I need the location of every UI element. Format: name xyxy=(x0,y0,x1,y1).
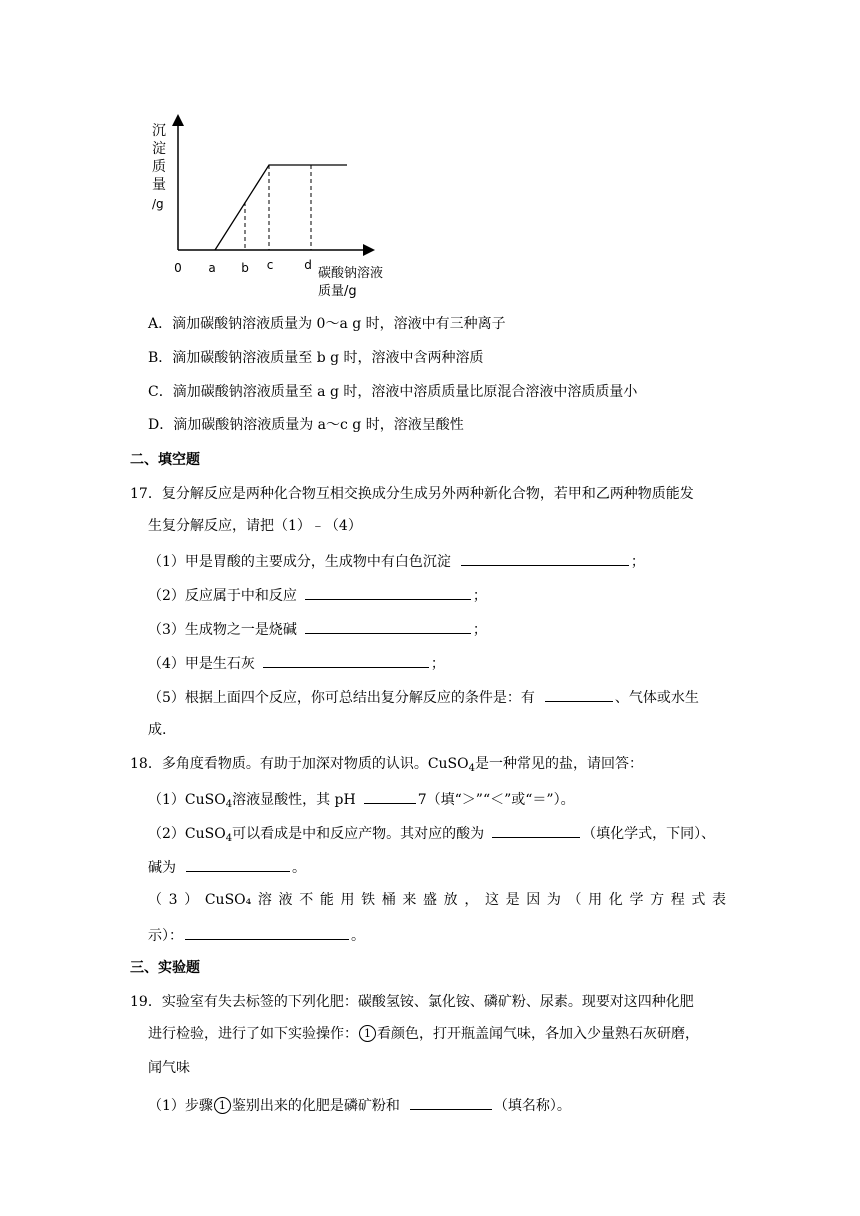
q18-p3-char: 能 xyxy=(319,892,334,908)
q18-part2-sub: 4 xyxy=(225,833,233,844)
q18-stem-text: 18．多角度看物质。有助于加深对物质的认识。CuSO xyxy=(130,756,469,772)
x-tick-c: c xyxy=(266,258,274,272)
q17-stem-line1: 17．复分解反应是两种化合物互相交换成分生成另外两种新化合物，若甲和乙两种物质能发 xyxy=(130,486,694,502)
q17-part2-text: （2）反应属于中和反应 xyxy=(148,588,297,604)
x-tick-d: d xyxy=(304,258,312,272)
y-label-4: 量 xyxy=(152,177,166,193)
y-label-2: 淀 xyxy=(152,141,166,157)
q18-p3-char: 表 xyxy=(712,892,726,908)
q17-stem-line2: 生复分解反应，请把（1）﹣（4） xyxy=(148,518,362,534)
q18-p3-char: 程 xyxy=(670,892,685,908)
q18-p3-char: 用 xyxy=(340,892,355,908)
q17-part5 xyxy=(148,686,699,708)
q17-part3-semicolon: ； xyxy=(472,622,487,638)
y-label-3: 质 xyxy=(152,159,166,175)
q18-p3-char: 式 xyxy=(691,892,706,908)
q18-p3-char: 3 xyxy=(168,892,178,908)
q18-part3-line2 xyxy=(148,924,365,946)
q18-part2-period: 。 xyxy=(292,860,306,876)
q17-part4-text: （4）甲是生石灰 xyxy=(148,656,255,672)
q19-stem-line2-text-after: 看颜色，打开瓶盖闻气味，各加入少量熟石灰研磨， xyxy=(377,1026,699,1042)
q17-part2 xyxy=(148,584,487,606)
q18-answer-blank-3[interactable] xyxy=(186,856,290,872)
q19-stem-line3: 闻气味 xyxy=(148,1060,190,1076)
q17-answer-blank-4[interactable] xyxy=(263,652,429,668)
q18-part1-text: （1）CuSO xyxy=(148,792,226,808)
q18-part2-base-label: 碱为 xyxy=(148,860,176,876)
q18-p3-char: （ xyxy=(567,892,582,908)
q18-part1 xyxy=(148,788,575,810)
q19-part1 xyxy=(148,1094,571,1116)
q18-part2 xyxy=(148,822,715,844)
q18-p3-char: 盛 xyxy=(423,892,438,908)
q18-p3-char: 桶 xyxy=(381,892,396,908)
q18-stem-sub: 4 xyxy=(468,763,475,774)
step-1-circle-marker: 1 xyxy=(359,1025,376,1042)
y-label-unit: /g xyxy=(152,197,164,211)
q18-p3-char: CuSO₄ xyxy=(204,892,252,908)
q18-p3-char: 溶 xyxy=(257,892,272,908)
q18-stem-text-after: 是一种常见的盐，请回答： xyxy=(475,756,643,772)
q18-p3-char: 液 xyxy=(278,892,293,908)
x-tick-0: 0 xyxy=(174,261,182,275)
section-fill-blank-title: 二、填空题 xyxy=(130,452,200,468)
q17-part4-semicolon: ； xyxy=(430,656,445,672)
q17-answer-blank-3[interactable] xyxy=(305,618,471,634)
q18-answer-blank-1[interactable] xyxy=(364,788,416,804)
q18-part3-period: 。 xyxy=(351,928,365,944)
q17-answer-blank-5[interactable] xyxy=(545,686,613,702)
q17-part3 xyxy=(148,618,487,640)
q19-stem-line1: 19．实验室有失去标签的下列化肥：碳酸氢铵、氯化铵、磷矿粉、尿素。现要对这四种化肥 xyxy=(130,994,694,1010)
q19-part1-text-mid: 鉴别出来的化肥是磷矿粉和 xyxy=(231,1098,400,1114)
q18-part3-line2-text: 示）： xyxy=(148,928,183,944)
q18-p3-char: 来 xyxy=(402,892,417,908)
q18-p3-char: 为 xyxy=(546,892,561,908)
q17-answer-blank-2[interactable] xyxy=(305,584,471,600)
q18-p3-char: 这 xyxy=(484,892,499,908)
q17-part3-text: （3）生成物之一是烧碱 xyxy=(148,622,297,638)
q17-part1-text: （1）甲是胃酸的主要成分，生成物中有白色沉淀 xyxy=(148,554,451,570)
q19-stem-line2-text: 进行检验，进行了如下实验操作： xyxy=(148,1026,358,1042)
q18-answer-blank-2[interactable] xyxy=(492,822,580,838)
q17-part5-text: （5）根据上面四个反应，你可总结出复分解反应的条件是：有 xyxy=(148,690,535,706)
q18-part3 xyxy=(148,890,726,910)
q18-part2-line2 xyxy=(148,856,306,878)
q19-part1-text: （1）步骤 xyxy=(148,1098,213,1114)
q18-p3-char: 用 xyxy=(588,892,603,908)
q17-answer-blank-1[interactable] xyxy=(461,550,629,566)
q16-option-c: C．滴加碳酸钠溶液质量至 a g 时，溶液中溶质质量比原混合溶液中溶质质量小 xyxy=(148,384,638,400)
q18-p3-char: 不 xyxy=(299,892,314,908)
q16-option-a: A．滴加碳酸钠溶液质量为 0～a g 时，溶液中有三种离子 xyxy=(148,316,506,332)
q18-p3-char: ） xyxy=(184,892,199,908)
x-tick-a: a xyxy=(208,261,216,275)
q18-p3-char: ， xyxy=(464,892,479,908)
x-tick-b: b xyxy=(241,261,249,275)
section-experiment-title: 三、实验题 xyxy=(130,960,200,976)
q18-p3-char: （ xyxy=(148,892,162,908)
q18-p3-char: 因 xyxy=(526,892,541,908)
q18-p3-char: 学 xyxy=(629,892,644,908)
q18-part1-text-c: 7（填“＞”“＜”或“＝”）。 xyxy=(417,792,575,808)
q18-p3-char: 化 xyxy=(608,892,623,908)
q18-answer-blank-4[interactable] xyxy=(185,924,349,940)
precipitate-curve xyxy=(215,165,347,250)
precipitate-graph xyxy=(140,105,420,305)
q17-part4 xyxy=(148,652,445,674)
q18-stem xyxy=(130,754,643,774)
y-label-1: 沉 xyxy=(152,123,166,139)
x-label-line2: 质量/g xyxy=(318,284,357,299)
q19-stem-line2 xyxy=(148,1024,699,1044)
q18-part2-text: （2）CuSO xyxy=(148,826,226,842)
q18-part2-text-b: 可以看成是中和反应产物。其对应的酸为 xyxy=(232,826,485,842)
q19-answer-blank-1[interactable] xyxy=(410,1094,492,1110)
q18-part1-sub: 4 xyxy=(225,799,233,810)
q17-part5-text-after: 、气体或水生 xyxy=(614,690,699,706)
q18-p3-char: 方 xyxy=(650,892,665,908)
q18-part2-text-c: （填化学式，下同）、 xyxy=(582,826,716,842)
q17-part1-semicolon: ； xyxy=(630,554,645,570)
x-label-line1: 碳酸钠溶液 xyxy=(318,266,384,281)
q18-part1-text-b: 溶液显酸性，其 pH xyxy=(232,792,356,808)
q16-option-b: B．滴加碳酸钠溶液质量至 b g 时，溶液中含两种溶质 xyxy=(148,350,484,366)
q16-option-d: D．滴加碳酸钠溶液质量为 a～c g 时，溶液呈酸性 xyxy=(148,417,464,433)
q18-p3-char: 是 xyxy=(505,892,520,908)
q18-p3-char: 铁 xyxy=(361,892,376,908)
q18-p3-char: 放 xyxy=(443,892,458,908)
q19-part1-text-after: （填名称）。 xyxy=(493,1098,571,1114)
step-1-circle-marker: 1 xyxy=(214,1097,231,1114)
q17-part5-line2: 成. xyxy=(148,722,167,738)
q17-part2-semicolon: ； xyxy=(472,588,487,604)
q17-part1 xyxy=(148,550,645,572)
